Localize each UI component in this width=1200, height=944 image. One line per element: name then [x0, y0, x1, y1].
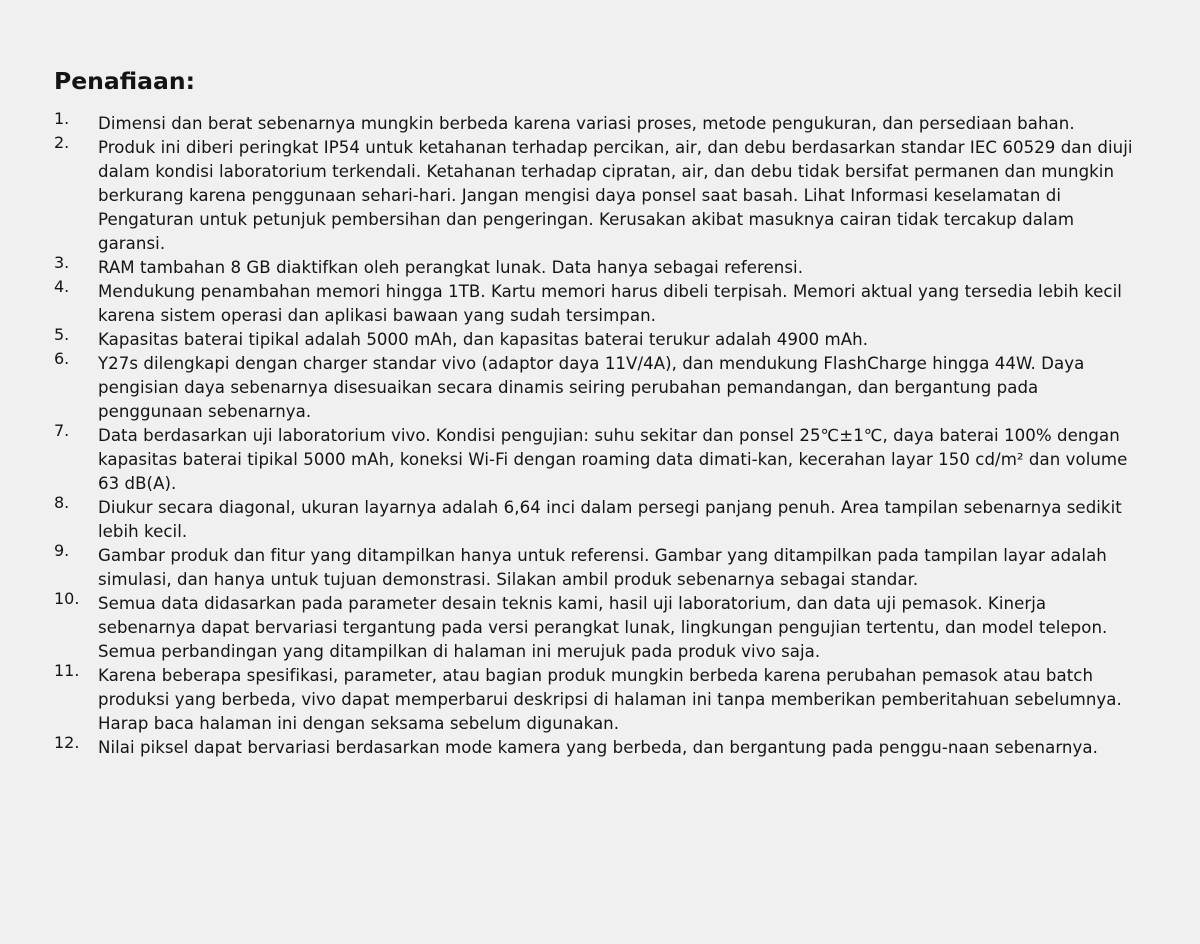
item-text: Semua data didasarkan pada parameter desain teknis kami, hasil uji laboratorium, dan data uji pemasok. Kinerja sebenarnya dapat bervariasi tergantung pada versi perangkat lunak, lingkungan pengujian tertentu, dan model telepon. Semua perbandingan yang ditampilkan di halaman ini merujuk pada produk vivo saja.	[98, 594, 1108, 661]
disclaimer-item-3	[54, 253, 1146, 280]
item-number: 7.	[54, 421, 70, 440]
item-text: RAM tambahan 8 GB diaktifkan oleh perangkat lunak. Data hanya sebagai referensi.	[98, 258, 804, 277]
disclaimer-item-7	[54, 421, 1146, 496]
item-number: 5.	[54, 325, 70, 344]
item-number: 4.	[54, 277, 70, 296]
item-number: 12.	[54, 733, 80, 752]
page-title: Penafiaan:	[54, 67, 196, 95]
item-number: 8.	[54, 493, 70, 512]
disclaimer-item-4	[54, 277, 1146, 328]
item-text: Dimensi dan berat sebenarnya mungkin berbeda karena variasi proses, metode pengukuran, dan persediaan bahan.	[98, 114, 1075, 133]
item-text: Y27s dilengkapi dengan charger standar vivo (adaptor daya 11V/4A), dan mendukung FlashCharge hingga 44W. Daya pengisian daya sebenarnya disesuaikan secara dinamis seiring perubahan pemandangan, dan bergantung pada penggunaan sebenarnya.	[98, 354, 1085, 421]
disclaimer-item-5	[54, 325, 1146, 352]
item-text: Produk ini diberi peringkat IP54 untuk ketahanan terhadap percikan, air, dan debu berdasarkan standar IEC 60529 dan diuji dalam kondisi laboratorium terkendali. Ketahanan terhadap cipratan, air, dan debu tidak bersifat permanen dan mungkin berkurang karena penggunaan sehari-hari. Jangan mengisi daya ponsel saat basah. Lihat Informasi keselamatan di Pengaturan untuk petunjuk pembersihan dan pengeringan. Kerusakan akibat masuknya cairan tidak tercakup dalam garansi.	[98, 138, 1133, 253]
disclaimer-item-6	[54, 349, 1146, 424]
disclaimer-item-9	[54, 541, 1146, 592]
item-text: Diukur secara diagonal, ukuran layarnya adalah 6,64 inci dalam persegi panjang penuh. Area tampilan sebenarnya sedikit lebih kecil.	[98, 498, 1122, 541]
item-text: Gambar produk dan fitur yang ditampilkan hanya untuk referensi. Gambar yang ditampilkan pada tampilan layar adalah simulasi, dan hanya untuk tujuan demonstrasi. Silakan ambil produk sebenarnya sebagai standar.	[98, 546, 1107, 589]
item-number: 2.	[54, 133, 70, 152]
disclaimer-item-10	[54, 589, 1146, 664]
disclaimer-item-12	[54, 733, 1146, 760]
disclaimer-item-11	[54, 661, 1146, 736]
disclaimer-item-2	[54, 133, 1146, 256]
item-text: Data berdasarkan uji laboratorium vivo. Kondisi pengujian: suhu sekitar dan ponsel 25℃±1℃, daya baterai 100% dengan kapasitas baterai tipikal 5000 mAh, koneksi Wi-Fi dengan roaming data dimati-kan, kecerahan layar 150 cd/m² dan volume 63 dB(A).	[98, 426, 1128, 493]
item-text: Mendukung penambahan memori hingga 1TB. Kartu memori harus dibeli terpisah. Memori aktual yang tersedia lebih kecil karena sistem operasi dan aplikasi bawaan yang sudah tersimpan.	[98, 282, 1122, 325]
item-number: 1.	[54, 109, 70, 128]
item-number: 11.	[54, 661, 80, 680]
item-number: 6.	[54, 349, 70, 368]
item-number: 10.	[54, 589, 80, 608]
item-number: 9.	[54, 541, 70, 560]
item-number: 3.	[54, 253, 70, 272]
item-text: Karena beberapa spesifikasi, parameter, atau bagian produk mungkin berbeda karena perubahan pemasok atau batch produksi yang berbeda, vivo dapat memperbarui deskripsi di halaman ini tanpa memberikan pemberitahuan sebelumnya. Harap baca halaman ini dengan seksama sebelum digunakan.	[98, 666, 1122, 733]
disclaimer-item-1	[54, 109, 1146, 136]
disclaimer-item-8	[54, 493, 1146, 544]
item-text: Nilai piksel dapat bervariasi berdasarkan mode kamera yang berbeda, dan bergantung pada penggu-naan sebenarnya.	[98, 738, 1098, 757]
item-text: Kapasitas baterai tipikal adalah 5000 mAh, dan kapasitas baterai terukur adalah 4900 mAh.	[98, 330, 869, 349]
disclaimer-list	[54, 109, 1146, 760]
